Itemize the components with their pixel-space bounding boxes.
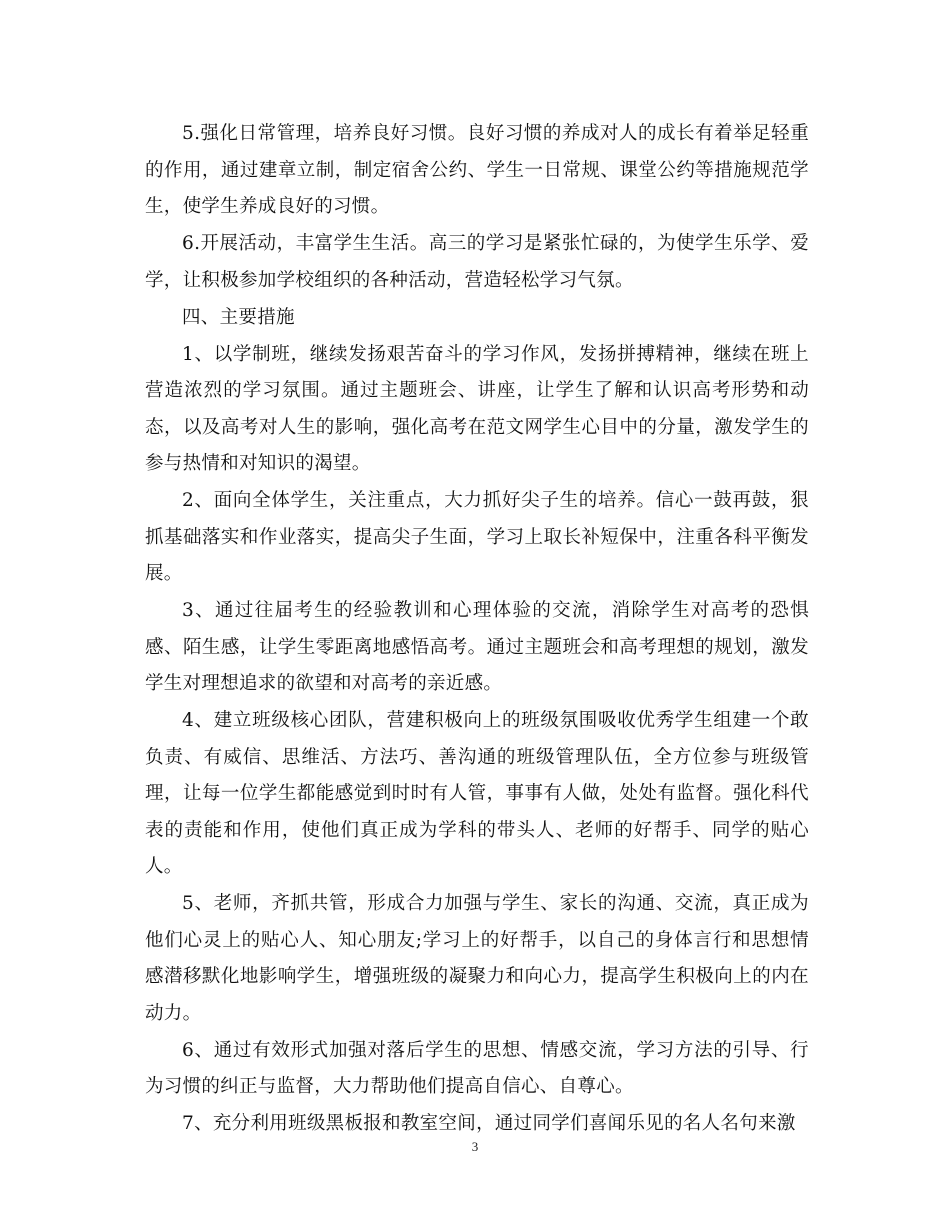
paragraph-habits: 5.强化日常管理，培养良好习惯。良好习惯的养成对人的成长有着举足轻重的作用，通过建章立制，制定宿舍公约、学生一日常规、课堂公约等措施规范学生，使学生养成良好的习惯。 [145,123,809,217]
section-heading-measures: 四、主要措施 [182,306,295,328]
paragraph-measure-2: 2、面向全体学生，关注重点，大力抓好尖子生的培养。信心一鼓再鼓，狠抓基础落实和作业落实，提高尖子生面，学习上取长补短保中，注重各科平衡发展。 [145,490,809,584]
page-number: 3 [471,1139,479,1154]
paragraph-measure-6: 6、通过有效形式加强对落后学生的思想、情感交流，学习方法的引导、行为习惯的纠正与监督，大力帮助他们提高自信心、自尊心。 [145,1039,809,1097]
paragraph-measure-4: 4、建立班级核心团队，营建积极向上的班级氛围吸收优秀学生组建一个敢负责、有威信、思维活、方法巧、善沟通的班级管理队伍，全方位参与班级管理，让每一位学生都能感觉到时时有人管，事事有人做，处处有监督。强化科代表的责能和作用，使他们真正成为学科的带头人、老师的好帮手、同学的贴心人。 [145,710,809,877]
paragraph-activities: 6.开展活动，丰富学生生活。高三的学习是紧张忙碌的，为使学生乐学、爱学，让积极参加学校组织的各种活动，营造轻松学习气氛。 [145,233,809,291]
paragraph-measure-1: 1、以学制班，继续发扬艰苦奋斗的学习作风，发扬拼搏精神，继续在班上营造浓烈的学习氛围。通过主题班会、讲座，让学生了解和认识高考形势和动态，以及高考对人生的影响，强化高考在范文网学生心目中的分量，激发学生的参与热情和对知识的渴望。 [145,343,809,474]
paragraph-measure-3: 3、通过往届考生的经验教训和心理体验的交流，消除学生对高考的恐惧感、陌生感，让学生零距离地感悟高考。通过主题班会和高考理想的规划，激发学生对理想追求的欲望和对高考的亲近感。 [145,600,809,694]
paragraph-measure-7: 7、充分利用班级黑板报和教室空间，通过同学们喜闻乐见的名人名句来激 [182,1113,796,1134]
document-body [145,116,809,1143]
paragraph-measure-5: 5、老师，齐抓共管，形成合力加强与学生、家长的沟通、交流，真正成为他们心灵上的贴心人、知心朋友;学习上的好帮手，以自己的身体言行和思想情感潜移默化地影响学生，增强班级的凝聚力和向心力，提高学生积极向上的内在动力。 [145,893,809,1024]
